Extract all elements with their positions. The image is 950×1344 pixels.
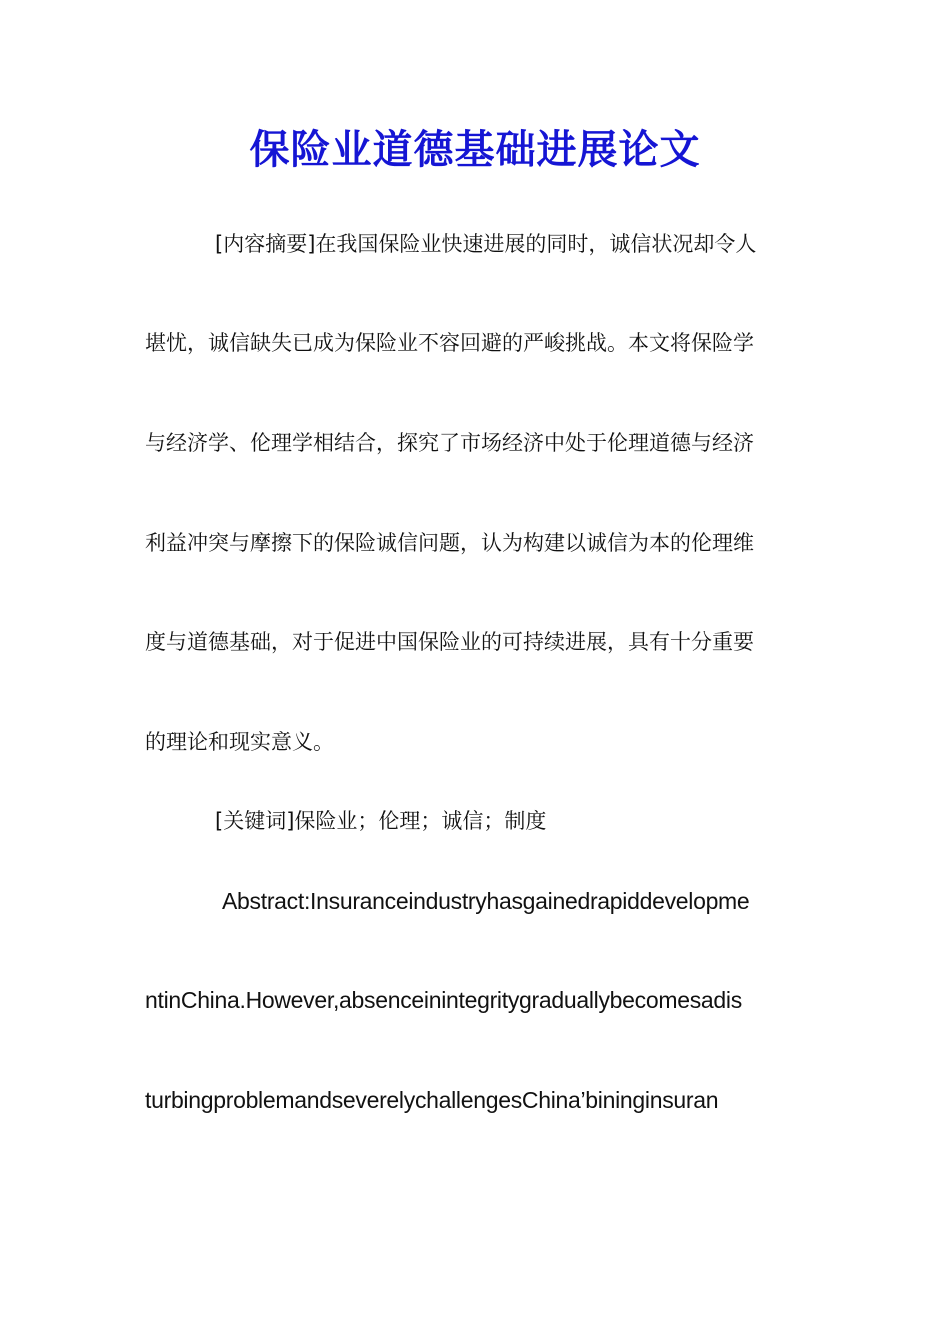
english-abstract-line: ntinChina.However,absenceinintegritygraduallybecomesadis bbox=[145, 987, 742, 1013]
abstract-line: 堪忧，诚信缺失已成为保险业不容回避的严峻挑战。本文将保险学 bbox=[145, 331, 754, 355]
abstract-line: 与经济学、伦理学相结合，探究了市场经济中处于伦理道德与经济 bbox=[145, 431, 754, 455]
english-abstract-line: Abstract:Insuranceindustryhasgainedrapiddevelopme bbox=[222, 888, 750, 914]
abstract-line: 度与道德基础，对于促进中国保险业的可持续进展，具有十分重要 bbox=[145, 630, 754, 654]
abstract-line: 的理论和现实意义。 bbox=[145, 730, 334, 754]
keywords-line: [关键词]保险业；伦理；诚信；制度 bbox=[215, 809, 547, 833]
abstract-line: 利益冲突与摩擦下的保险诚信问题，认为构建以诚信为本的伦理维 bbox=[145, 531, 754, 555]
english-abstract-line: turbingproblemandseverelychallengesChina’bininginsuran bbox=[145, 1087, 719, 1113]
abstract-line: [内容摘要]在我国保险业快速进展的同时，诚信状况却令人 bbox=[215, 232, 757, 256]
document-title: 保险业道德基础进展论文 bbox=[249, 126, 701, 173]
